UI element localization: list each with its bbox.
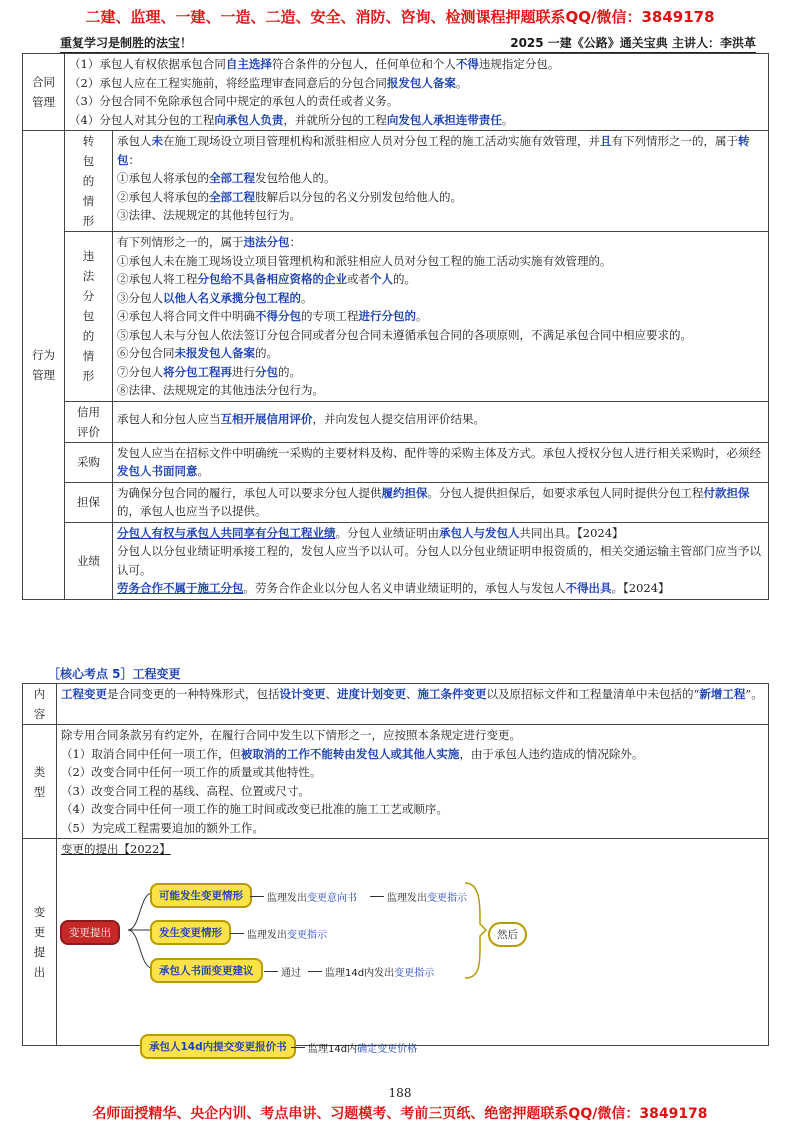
text-line [117,344,764,363]
emphasis-text: 未报发包人备案 [174,346,255,360]
emphasis-text: 进度计划变更 [337,687,406,701]
text-run: ，并就所分包的工程 [283,112,387,127]
purchase-content [113,442,769,482]
emphasis-text: 设计变更 [279,687,326,701]
emphasis-text: 将分包工程再 [163,364,232,379]
text-line [61,782,764,801]
behavior-row-transfer [23,131,769,232]
text-line [117,169,764,188]
text-line [117,484,764,521]
propose-title: 变更的提出【2022】 [61,842,171,856]
text-run: 有下列情形之一的，属于 [117,235,244,249]
flow-text-instruction-1b: 变更指示 [427,893,467,904]
flow-text-instruction-1 [387,889,467,904]
behavior-row-credit [23,401,769,442]
text-run: 肢解后以分包的名义分别发包给他人的。 [255,189,462,204]
emphasis-text: 承包人与发包人 [439,525,520,540]
contract-label-cell [23,54,65,131]
emphasis-text: 新增工程 [699,687,746,701]
page-number: 188 [388,1086,412,1100]
text-run: ⑧法律、法规规定的其他违法分包行为。 [117,383,324,397]
flow-text-instruction-3 [325,964,434,979]
text-line [117,579,764,598]
contract-content [65,54,769,131]
text-run: 的。 [255,346,278,360]
illegal-label: 违法分包的情形 [82,249,95,384]
text-run: 发包人应当在招标文件中明确统一采购的主要材料及构、配件等的采购主体及方式。承包人授权分包人进行相关采购时，必须经 [117,445,761,460]
text-line [117,542,764,579]
text-run: ①承包人未在施工现场设立项目管理机构和派驻相应人员对分包工程的施工活动实施有效管理的。 [117,253,612,268]
text-run: ②承包人将工程 [117,272,198,286]
flow-connector [291,1047,305,1048]
text-run: ： [128,152,140,167]
text-line [117,363,764,382]
text-run: 、 [406,687,418,701]
flow-text-instruction-2 [247,926,327,941]
text-line [117,233,764,252]
text-run: ⑦分包人 [117,364,163,379]
performance-label: 业绩 [77,553,100,568]
text-line [117,326,764,345]
emphasis-text: 被取消的工作不能转由发包人或其他人实施 [240,746,460,761]
text-run: 。分包人提供担保后，如要求承包人同时提供分包工程 [427,485,704,500]
emphasis-text: 发包人书面同意 [117,464,198,478]
text-run: ①承包人将承包的 [117,171,209,185]
behavior-label-cell [23,131,65,600]
text-run: （4）分包人对其分包的工程 [69,112,215,127]
flow-text-price-a: 监理14d内 [308,1044,358,1055]
transfer-label: 转包的情形 [82,134,95,228]
change-proposal-flowchart [60,878,530,1063]
flow-text-price [308,1040,417,1055]
flow-connector [308,971,322,972]
behavior-row-guarantee [23,482,769,522]
flow-text-instruction-2a: 监理发出 [247,930,287,941]
transfer-content [113,131,769,232]
emphasis-text: 转包 [117,134,750,167]
flow-text-instruction-1a: 监理发出 [387,893,427,904]
text-run: 在施工现场设立项目管理机构和派驻相应人员对分包工程的施工活动实施有效管理，并 [163,134,600,148]
emphasis-text: 施工条件变更 [417,687,487,701]
illegal-content [113,232,769,402]
text-line [69,92,764,111]
transfer-label-cell [65,131,113,232]
flow-node-possible-change: 可能发生变更情形 [150,883,252,908]
text-line [61,685,764,704]
text-run: （2）承包人应在工程实施前，将经监理审查同意后的分包合同 [69,75,387,90]
text-run: 承包人和分包人应当 [117,411,221,426]
flow-text-price-b: 确定变更价格 [357,1044,418,1055]
text-run: ，由于承包人违约造成的情况除外。 [459,746,644,761]
flow-text-intent [267,889,357,904]
emphasis-text: 全部工程 [209,189,255,204]
text-run: 符合条件的分包人，任何单位和个人 [271,57,456,71]
emphasis-text: 分包给不具备相应资格的企业 [197,272,347,286]
text-run: ”。 [745,687,763,701]
header-course-title: 2025 一建《公路》通关宝典 主讲人：李洪革 [510,36,756,50]
text-run: ③分包人 [117,290,163,305]
text-line [117,188,764,207]
text-run: 承包人 [117,134,152,148]
credit-label-cell [65,401,113,442]
text-line [61,745,764,764]
text-run: 共同出具。【2024】 [519,525,624,540]
flow-text-intent-a: 监理发出 [267,893,307,904]
text-run: ： [289,235,301,249]
text-run: 。【2024】 [611,581,670,595]
emphasis-text: 工程变更 [61,687,107,701]
emphasis-text: 分包 [255,364,278,379]
text-run: 。 [416,309,428,323]
propose-label: 变更提出 [33,905,46,979]
page-header [60,32,756,54]
emphasis-text: 进行分包的 [358,309,416,323]
emphasis-text: 不得出具 [565,581,612,595]
emphasis-text: 互相开展信用评价 [220,411,313,426]
emphasis-text: 未 [151,134,163,148]
text-line [117,307,764,326]
contract-label: 合同管理 [32,75,55,109]
flow-connector [370,896,384,897]
text-line [117,289,764,308]
emphasis-text: 全部工程 [209,171,255,185]
text-line [69,55,764,74]
type-label-cell [23,725,57,839]
performance-content [113,522,769,599]
text-run: （3）分包合同不免除承包合同中规定的承包人的责任或者义务。 [69,94,399,108]
flow-text-pass: 通过 [281,968,301,979]
performance-label-cell [65,522,113,599]
text-run: ③法律、法规规定的其他转包行为。 [117,208,301,222]
text-run: （5）为完成工程需要追加的额外工作。 [61,820,264,835]
text-run: 以及原招标文件和工程量清单中未包括的“ [486,687,700,701]
text-run: （1）取消合同中任何一项工作，但 [61,746,241,761]
text-line [61,819,764,838]
change-type-content [57,725,769,839]
text-run: 有下列情形之一的，属于 [611,134,738,148]
flow-connector [250,896,264,897]
guarantee-label-cell [65,482,113,522]
text-line [117,252,764,271]
text-run: 违规指定分包。 [478,57,560,71]
text-run: 的。 [393,272,416,286]
flow-start-node: 变更提出 [60,920,120,945]
bottom-banner: 名师面授精华、央企内训、考点串讲、习题模考、考前三页纸、绝密押题联系QQ/微信：3849178 [92,1106,708,1122]
emphasis-text: 不得 [455,57,479,71]
behavior-row-performance [23,522,769,599]
emphasis-text: 向承包人负责 [214,112,284,127]
illegal-label-cell [65,232,113,402]
flow-text-instruction-3b: 变更指示 [394,968,435,979]
text-run: 或者 [347,272,370,286]
text-line [117,132,764,169]
emphasis-text: 向发包人承担连带责任 [386,112,502,127]
flow-node-change-occurs: 发生变更情形 [150,920,231,945]
flow-text-instruction-3a: 监理14d内发出 [325,968,395,979]
text-line [117,381,764,400]
text-line [117,524,764,543]
text-run: 。分包人业绩证明由 [335,525,439,540]
emphasis-underlined-text: 劳务合作不属于施工分包 [117,581,244,595]
text-line [61,726,764,745]
text-line [69,111,764,130]
guarantee-label: 担保 [77,495,100,509]
flow-node-then: 然后 [488,922,527,947]
text-run: （4）改变合同中任何一项工作的施工时间或改变已批准的施工工艺或顺序。 [61,802,448,816]
text-run: 。 [197,464,209,478]
change-type-row [23,725,769,839]
emphasis-underlined-text: 分包人有权与承包人共同享有分包工程业绩 [117,525,336,540]
credit-content [113,401,769,442]
flow-connector [230,933,244,934]
guarantee-content [113,482,769,522]
emphasis-text: 个人 [370,272,393,286]
behavior-row-illegal [23,232,769,402]
text-run: 的。 [278,364,301,379]
section-title-change: ［核心考点 5］工程变更 [48,667,181,681]
flow-connector [264,971,278,972]
text-run: 的专项工程 [301,309,359,323]
emphasis-text: 不得分包 [255,309,301,323]
text-line [117,410,764,429]
emphasis-text: 报发包人备案 [386,75,456,90]
content-label: 内容 [33,687,46,721]
flow-text-instruction-2b: 变更指示 [287,930,327,941]
emphasis-text: 自主选择 [225,57,272,71]
contract-row [23,54,769,131]
text-run: 是合同变更的一种特殊形式，包括 [107,687,280,701]
text-run: （3）改变合同工程的基线、高程、位置或尺寸。 [61,783,310,798]
behavior-label: 行为管理 [32,347,55,382]
emphasis-text: 且 [600,134,612,148]
flow-text-intent-b: 变更意向书 [307,893,357,904]
text-run: ⑥分包合同 [117,346,175,360]
text-run: 。 [501,112,514,127]
text-run: 。 [455,75,468,90]
text-line [117,444,764,481]
text-run: 。劳务合作企业以分包人名义申请业绩证明的，承包人与发包人 [243,581,566,595]
purchase-label-cell [65,442,113,482]
text-run: ②承包人将承包的 [117,189,209,204]
emphasis-text: 付款担保 [703,485,750,500]
propose-label-cell [23,839,57,1046]
text-line [117,270,764,289]
text-line [117,206,764,225]
text-run: 为确保分包合同的履行，承包人可以要求分包人提供 [117,485,382,500]
text-run: （2）改变合同中任何一项工作的质量或其他特性。 [61,765,322,779]
text-run: ④承包人将合同文件中明确 [117,309,255,323]
purchase-label: 采购 [77,455,100,469]
text-run: 发包给他人的。 [255,171,336,185]
top-banner: 二建、监理、一建、一造、二造、安全、消防、咨询、检测课程押题联系QQ/微信：3849178 [85,8,715,26]
credit-label: 信用评价 [77,404,100,439]
emphasis-text: 履约担保 [381,485,428,500]
behavior-row-purchase [23,442,769,482]
emphasis-text: 违法分包 [243,235,290,249]
text-run: （1）承包人有权依据承包合同 [69,57,226,71]
text-run: 、 [325,687,337,701]
change-content-row [23,684,769,725]
text-run: 除专用合同条款另有约定外，在履行合同中发生以下情形之一，应按照本条规定进行变更。 [61,728,521,742]
type-label: 类型 [33,764,46,799]
emphasis-text: 以他人名义承揽分包工程的 [163,290,301,305]
content-label-cell [23,684,57,725]
text-line [61,763,764,782]
text-run: 进行 [232,364,255,379]
text-run: 。 [301,290,313,305]
flow-node-contractor-proposal: 承包人书面变更建议 [150,958,263,983]
text-run: ⑤承包人未与分包人依法签订分包合同或者分包合同未遵循承包合同的各项原则，不满足承包合同中相应要求的。 [117,327,692,342]
subcontract-table [22,53,769,600]
text-line [61,800,764,819]
header-slogan: 重复学习是制胜的法宝！ [60,36,193,50]
change-content [57,684,769,725]
text-run: 分包人以分包业绩证明承接工程的，发包人应当予以认可。分包人以分包业绩证明申报资质的，相关交通运输主管部门应当予以认可。 [117,544,761,577]
text-run: ，并向发包人提交信用评价结果。 [312,411,485,426]
text-line [69,74,764,93]
text-run: 的，承包人也应当予以提供。 [117,504,267,518]
flow-node-price-submission: 承包人14d内提交变更报价书 [140,1034,296,1059]
